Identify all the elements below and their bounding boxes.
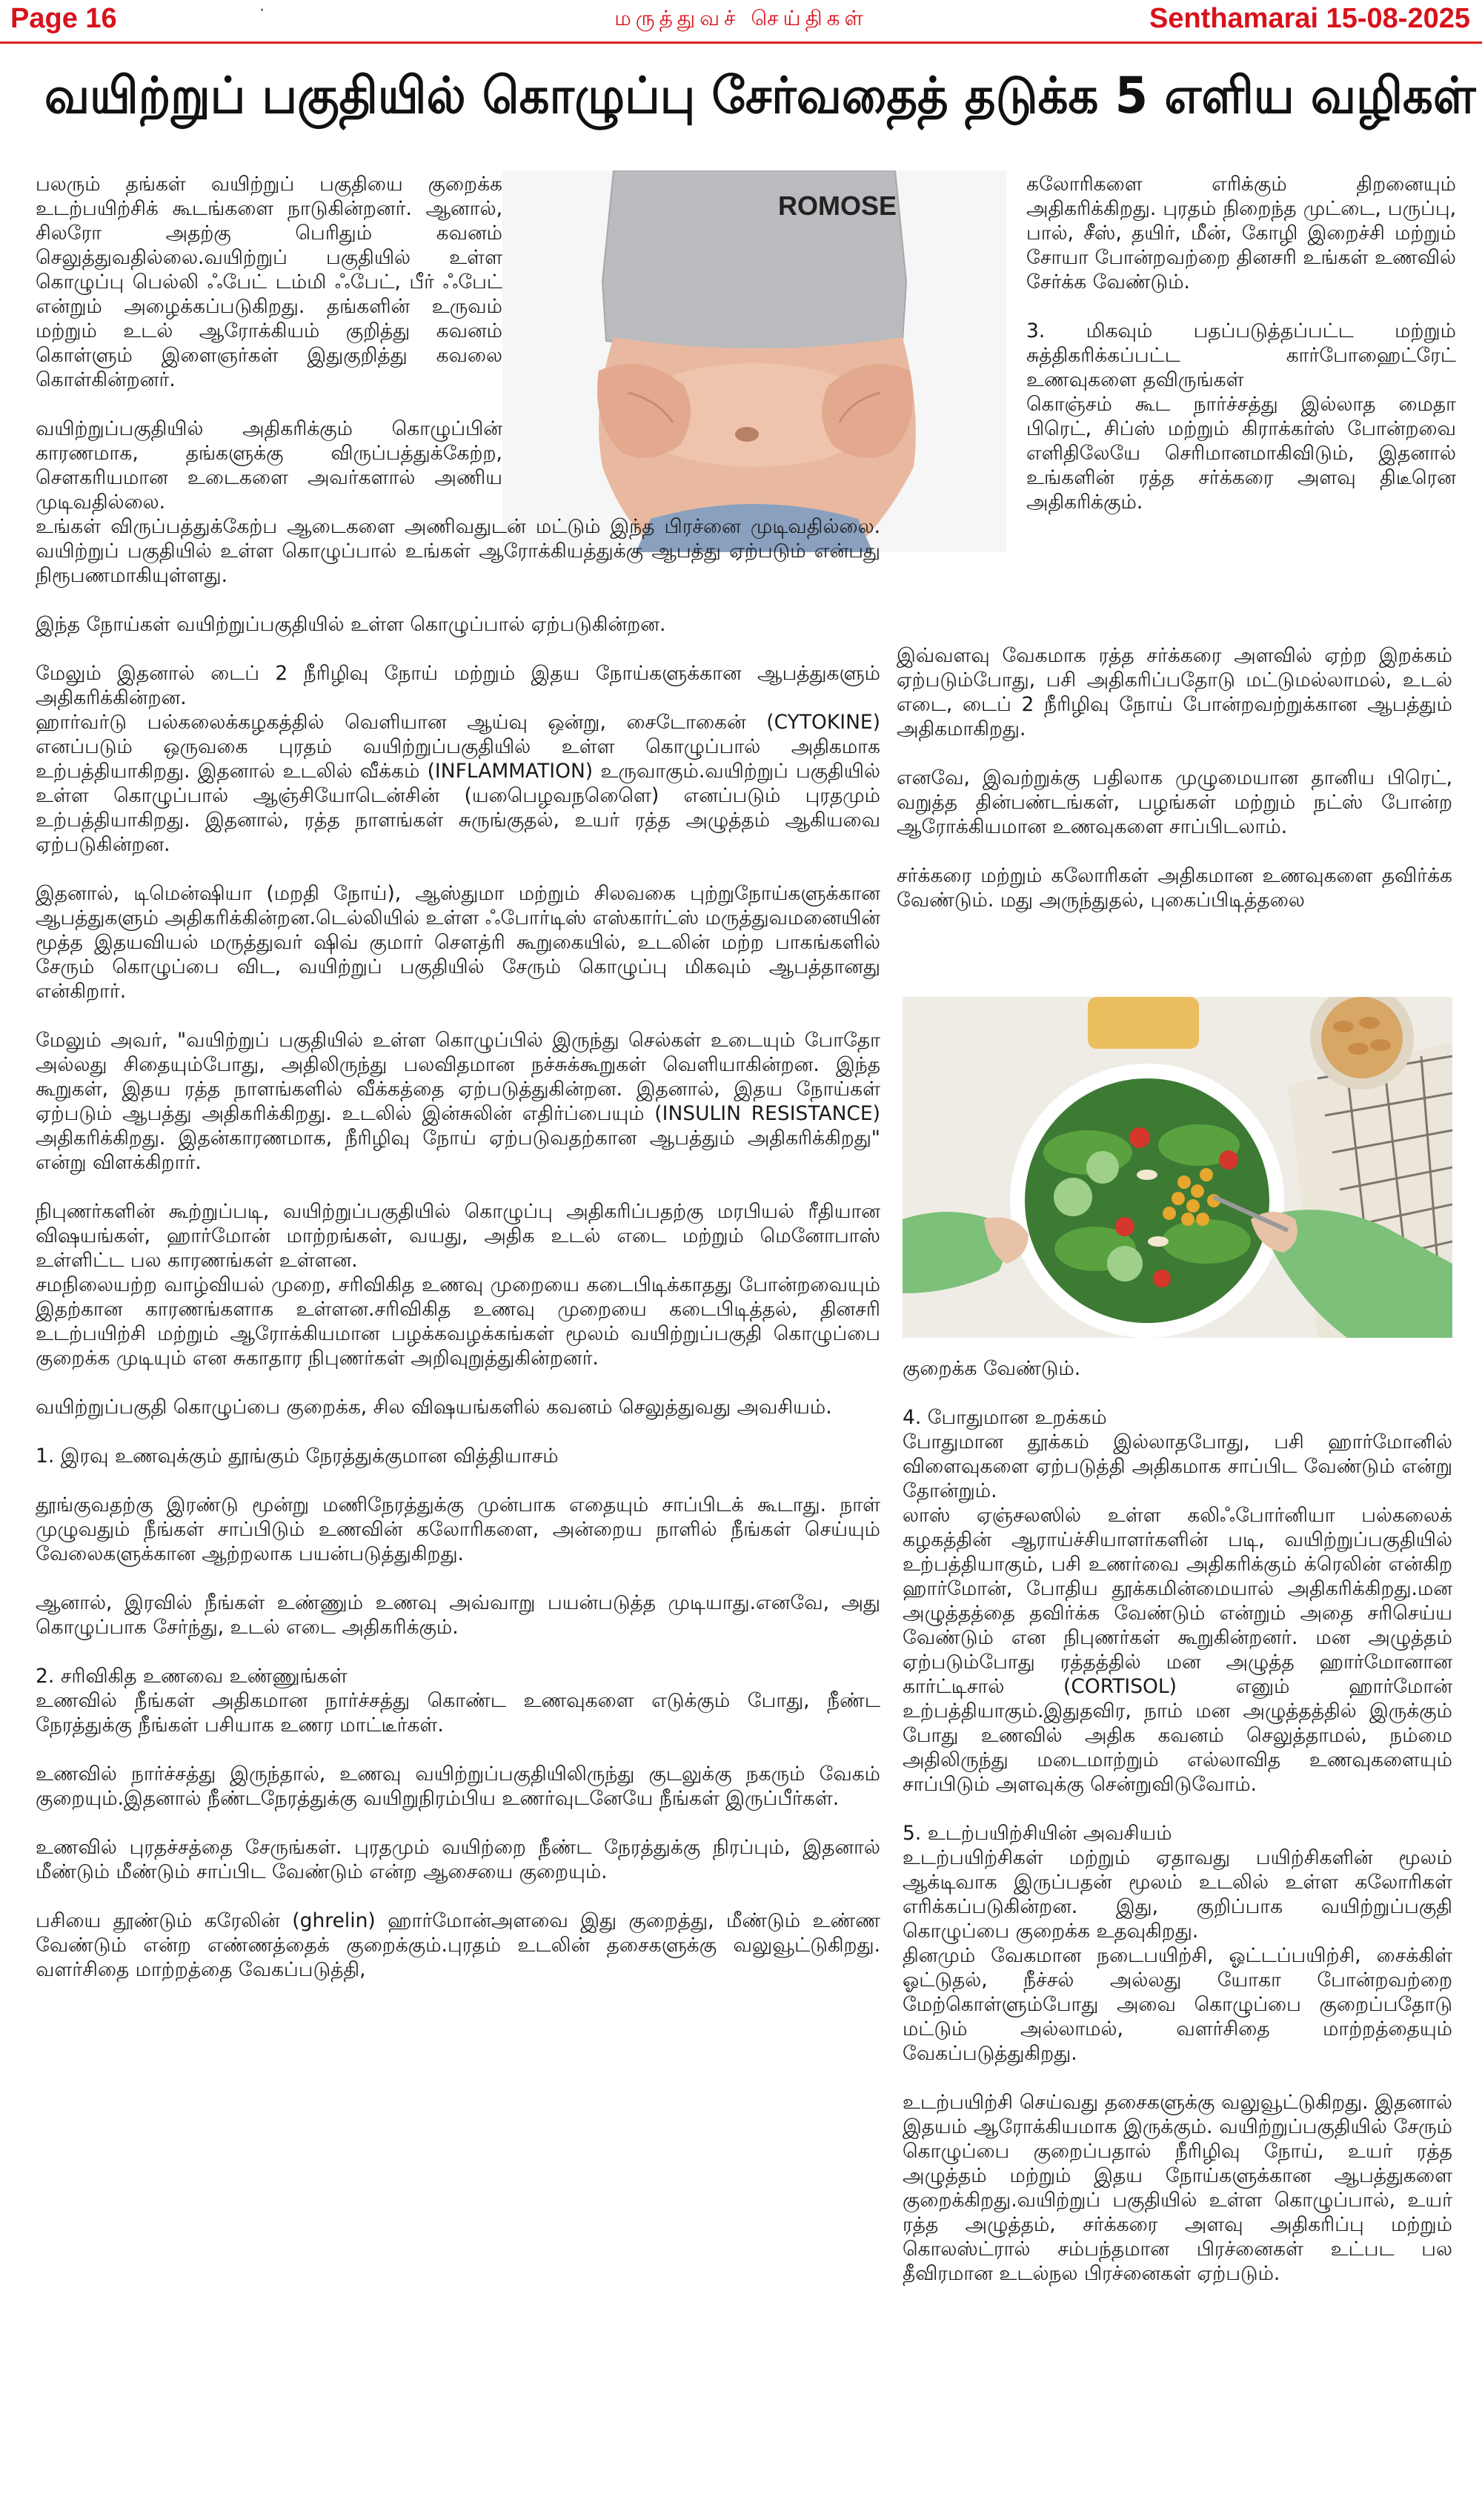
article-column-right-top [1026, 172, 1456, 539]
paragraph: வயிற்றுப்பகுதியில் அதிகரிக்கும் கொழுப்பின் காரணமாக, தங்களுக்கு விருப்பத்துக்கேற்ற, சௌகரியமான உடைகளை அவர்களால் அணிய முடிவதில்லை. [36, 417, 502, 514]
paragraph: எனவே, இவற்றுக்கு பதிலாக முழுமையான தானிய பிரெட், வறுத்த தின்பண்டங்கள், பழங்கள் மற்றும் நட்ஸ் போன்ற ஆரோக்கியமான உணவுகளை சாப்பிடலாம். [897, 766, 1452, 838]
paragraph: சமநிலையற்ற வாழ்வியல் முறை, சரிவிகித உணவு முறையை கடைபிடிக்காதது போன்றவையும் இதற்கான காரணங்களாக உள்ளன.சரிவிகித உணவு முறையை கடைபிடித்தல், தினசரி உடற்பயிற்சி மற்றும் ஆரோக்கியமான பழக்கவழக்கங்கள் மூலம் வயிற்றுப்பகுதி கொழுப்பை குறைக்க முடியும் என சுகாதார நிபுணர்கள் அறிவுறுத்துகின்றனர். [36, 1273, 880, 1370]
subheading: 1. இரவு உணவுக்கும் தூங்கும் நேரத்துக்குமான வித்தியாசம் [36, 1445, 559, 1468]
paragraph: போதுமான தூக்கம் இல்லாதபோது, பசி ஹார்மோனில் விளைவுகளை ஏற்படுத்தி அதிகமாக சாப்பிட வேண்டும் என்று தோன்றும். [903, 1430, 1452, 1502]
subheading: 5. உடற்பயிற்சியின் அவசியம் [903, 1822, 1172, 1845]
paragraph: நிபுணர்களின் கூற்றுப்படி, வயிற்றுப்பகுதியில் கொழுப்பு அதிகரிப்பதற்கு மரபியல் ரீதியான விஷயங்கள், ஹார்மோன் மாற்றங்கள், வயது, அதிக உடல் எடை மற்றும் மெனோபாஸ் உள்ளிட்ட பல காரணங்கள் உள்ளன. [36, 1200, 880, 1272]
article-column-left [36, 172, 880, 2006]
paragraph: தினமும் வேகமான நடைபயிற்சி, ஓட்டப்பயிற்சி, சைக்கிள் ஓட்டுதல், நீச்சல் அல்லது யோகா போன்றவற்றை மேற்கொள்ளும்போது அவை கொழுப்பை குறைப்பதோடு மட்டும் அல்லாமல், வளர்சிதை மாற்றத்தையும் வேகப்படுத்துகிறது. [903, 1944, 1452, 2065]
paragraph: உணவில் நீங்கள் அதிகமான நார்ச்சத்து கொண்ட உணவுகளை எடுக்கும் போது, நீண்ட நேரத்துக்கு நீங்கள் பசியாக உணர மாட்டீர்கள். [36, 1689, 880, 1737]
paragraph: இவ்வளவு வேகமாக ரத்த சர்க்கரை அளவில் ஏற்ற இறக்கம் ஏற்படும்போது, பசி அதிகரிப்பதோடு மட்டுமல்லாமல், உடல் எடை, டைப் 2 நீரிழிவு நோய் போன்றவற்றுக்கான ஆபத்தும் அதிகமாகிறது. [897, 644, 1452, 740]
paragraph: பசியை தூண்டும் கரேலின் (ghrelin) ஹார்மோன்அளவை இது குறைத்து, மீண்டும் உண்ண வேண்டும் என்ற எண்ணத்தைக் குறைக்கும்.புரதம் உடலின் தசைகளுக்கு வலுவூட்டுகிறது. வளர்சிதை மாற்றத்தை வேகப்படுத்தி, [36, 1909, 880, 1981]
paragraph: உடற்பயிற்சி செய்வது தசைகளுக்கு வலுவூட்டுகிறது. இதனால் இதயம் ஆரோக்கியமாக இருக்கும். வயிற்றுப்பகுதியில் சேரும் கொழுப்பை குறைப்பதால் நீரிழிவு நோய், உயர் ரத்த அழுத்தம் மற்றும் இதய நோய்களுக்கான ஆபத்துகளை குறைக்கிறது.வயிற்றுப் பகுதியில் உள்ள கொழுப்பால், உயர் ரத்த அழுத்தம், சர்க்கரை அளவு அதிகரிப்பு மற்றும் கொலஸ்ட்ரால் சம்பந்தமான பிரச்னைகள் உட்பட பல தீவிரமான உடல்நல பிரச்னைகள் ஏற்படும். [903, 2091, 1452, 2285]
masthead [0, 0, 1482, 44]
edition-date: Senthamarai 15-08-2025 [1149, 3, 1470, 34]
salad-bowl-photo [903, 997, 1452, 1338]
paragraph: மேலும் இதனால் டைப் 2 நீரிழிவு நோய் மற்றும் இதய நோய்களுக்கான ஆபத்துகளும் அதிகரிக்கின்றன. [36, 662, 880, 709]
paragraph: உணவில் புரதச்சத்தை சேருங்கள். புரதமும் வயிற்றை நீண்ட நேரத்துக்கு நிரப்பும், இதனால் மீண்டும் மீண்டும் சாப்பிட வேண்டும் என்ற ஆசையை குறையும். [36, 1836, 880, 1883]
salad-bowl-illustration [903, 997, 1452, 1338]
paragraph: ஹார்வர்டு பல்கலைக்கழகத்தில் வெளியான ஆய்வு ஒன்று, சைடோகைன் (CYTOKINE) எனப்படும் ஒருவகை புரதம் வயிற்றுப்பகுதியில் உள்ள கொழுப்பால் அதிகமாக உற்பத்தியாகிறது. இதனால் உடலில் வீக்கம் (INFLAMMATION) உருவாகும்.வயிற்றுப் பகுதியில் உள்ள கொழுப்பால் ஆஞ்சியோடென்சின் (யபெைழவநளெைெ) எனப்படும் புரதமும் உற்பத்தியாகிறது. இதனால், ரத்த நாளங்கள் சுருங்குதல், உயர் ரத்த அழுத்தம் ஆகியவை ஏற்படுகின்றன. [36, 711, 880, 856]
page-number: Page 16 [10, 3, 117, 34]
paragraph: மேலும் அவர், "வயிற்றுப் பகுதியில் உள்ள கொழுப்பில் இருந்து செல்கள் உடையும் போதோ அல்லது சிதையும்போது, அதிலிருந்து பலவிதமான நச்சுக்கூறுகள் வெளியாகின்றன. இந்த கூறுகள், இதய ரத்த நாளங்களில் வீக்கத்தை ஏற்படுத்துகின்றன. இதனால், இதய நோய்கள் ஏற்படும் ஆபத்து அதிகரிக்கிறது. உடலில் இன்சுலின் எதிர்ப்பையும் (INSULIN RESISTANCE) அதிகரிக்கிறது. இதன்காரணமாக, நீரிழிவு நோய் ஏற்படுவதற்கான ஆபத்தும் அதிகரிக்கிறது" என்று விளக்கிறார். [36, 1029, 880, 1174]
article-column-right-bottom [903, 1356, 1452, 2310]
article-headline: வயிற்றுப் பகுதியில் கொழுப்பு சேர்வதைத் தடுக்க 5 எளிய வழிகள் [44, 67, 1476, 125]
paragraph: குறைக்க வேண்டும். [903, 1357, 1081, 1380]
paragraph: பலரும் தங்கள் வயிற்றுப் பகுதியை குறைக்க உடற்பயிற்சிக் கூடங்களை நாடுகின்றனர். ஆனால், சிலரோ அதற்கு பெரிதும் கவனம் செலுத்துவதில்லை.வயிற்றுப் பகுதியில் உள்ள கொழுப்பு பெல்லி ஃபேட் டம்மி ஃபேட், பீர் ஃபேட் என்றும் அழைக்கப்படுகிறது. தங்களின் உருவம் மற்றும் உடல் ஆரோக்கியம் குறித்து கவனம் கொள்ளும் இளைஞர்கள் இதுகுறித்து கவலை கொள்கின்றனர். [36, 173, 502, 391]
paragraph: உங்கள் விருப்பத்துக்கேற்ப ஆடைகளை அணிவதுடன் மட்டும் இந்த பிரச்னை முடிவதில்லை. வயிற்றுப் பகுதியில் உள்ள கொழுப்பால் உங்கள் ஆரோக்கியத்துக்கு ஆபத்து ஏற்படும் என்பது நிரூபணமாகியுள்ளது. [36, 515, 880, 587]
paragraph: சர்க்கரை மற்றும் கலோரிகள் அதிகமான உணவுகளை தவிர்க்க வேண்டும். மது அருந்துதல், புகைப்பிடித்தலை [897, 864, 1452, 912]
subheading: 4. போதுமான உறக்கம் [903, 1406, 1107, 1429]
paragraph: கலோரிகளை எரிக்கும் திறனையும் அதிகரிக்கிறது. புரதம் நிறைந்த முட்டை, பருப்பு, பால், சீஸ், தயிர், மீன், கோழி இறைச்சி மற்றும் சோயா போன்றவற்றை தினசரி உங்கள் உணவில் சேர்க்க வேண்டும். [1026, 173, 1456, 294]
paragraph: ஆனால், இரவில் நீங்கள் உண்ணும் உணவு அவ்வாறு பயன்படுத்த முடியாது.எனவே, அது கொழுப்பாக சேர்ந்து, உடல் எடை அதிகரிக்கும். [36, 1591, 880, 1639]
paragraph: இந்த நோய்கள் வயிற்றுப்பகுதியில் உள்ள கொழுப்பால் ஏற்படுகின்றன. [36, 613, 666, 636]
section-name: மருத்துவச் செய்திகள் [614, 6, 868, 30]
paragraph: வயிற்றுப்பகுதி கொழுப்பை குறைக்க, சில விஷயங்களில் கவனம் செலுத்துவது அவசியம். [36, 1396, 832, 1419]
paragraph: லாஸ் ஏஞ்சலஸில் உள்ள கலிஃபோர்னியா பல்கலைக் கழகத்தின் ஆராய்ச்சியாளர்களின் படி, வயிற்றுப்பகுதியில் உற்பத்தியாகும், பசி உணர்வை அதிகரிக்கும் க்ரெலின் என்கிற ஹார்மோன், போதிய தூக்கமின்மையால் அதிகரிக்கிறது.மன அழுத்தத்தை தவிர்க்க வேண்டும் என்றும் அதை சரிசெய்ய வேண்டும் என நிபுணர்கள் கூறுகின்றனர். மன அழுத்தம் ஏற்படும்போது ரத்தத்தில் மன அழுத்த ஹார்மோனான கார்ட்டிசால் (CORTISOL) எனும் ஹார்மோன் உற்பத்தியாகும்.இதுதவிர, நாம் மன அழுத்தத்தில் இருக்கும் போது உணவில் அதிக கவனம் செலுத்தாமல், நம்மை அதிலிருந்து மடைமாற்றும் எல்லாவித உணவுகளையும் சாப்பிடும் அளவுக்கு சென்றுவிடுவோம். [903, 1504, 1452, 1796]
paragraph: கொஞ்சம் கூட நார்ச்சத்து இல்லாத மைதா பிரெட், சிப்ஸ் மற்றும் கிராக்கர்ஸ் போன்றவை எளிதிலேயே செரிமானமாகிவிடும், இதனால் உங்களின் ரத்த சர்க்கரை அளவு திடீரென அதிகரிக்கும். [1026, 393, 1456, 514]
paragraph: உடற்பயிற்சிகள் மற்றும் ஏதாவது பயிற்சிகளின் மூலம் ஆக்டிவாக இருப்பதன் மூலம் உடலில் உள்ள கலோரிகள் எரிக்கப்படுகின்றன. இது, குறிப்பாக வயிற்றுப்பகுதி கொழுப்பை குறைக்க உதவுகிறது. [903, 1846, 1452, 1943]
subheading: 3. மிகவும் பதப்படுத்தப்பட்ட மற்றும் சுத்திகரிக்கப்பட்ட கார்போஹைட்ரேட் உணவுகளை தவிருங்கள் [1026, 319, 1456, 391]
masthead-dot: · [259, 1, 265, 20]
paragraph: உணவில் நார்ச்சத்து இருந்தால், உணவு வயிற்றுப்பகுதியிலிருந்து குடலுக்கு நகரும் வேகம் குறையும்.இதனால் நீண்டநேரத்துக்கு வயிறுநிரம்பிய உணர்வுடனேயே நீங்கள் இருப்பீர்கள். [36, 1763, 880, 1810]
paragraph: இதனால், டிமென்ஷியா (மறதி நோய்), ஆஸ்துமா மற்றும் சிலவகை புற்றுநோய்களுக்கான ஆபத்துகளும் அதிகரிக்கின்றன.டெல்லியில் உள்ள ஃபோர்டிஸ் எஸ்கார்ட்ஸ் மருத்துவமனையின் மூத்த இதயவியல் மருத்துவர் ஷிவ் குமார் சௌத்ரி கூறுகையில், உடலின் மற்ற பாகங்களில் சேரும் கொழுப்பை விட, வயிற்றுப் பகுதியில் சேரும் கொழுப்பு மிகவும் ஆபத்தானது என்கிறார். [36, 882, 880, 1003]
article-column-right-middle [897, 643, 1452, 937]
paragraph: தூங்குவதற்கு இரண்டு மூன்று மணிநேரத்துக்கு முன்பாக எதையும் சாப்பிடக் கூடாது. நாள் முழுவதும் நீங்கள் சாப்பிடும் உணவின் கலோரிகளை, அன்றைய நாளில் நீங்கள் செய்யும் வேலைகளுக்கான ஆற்றலாக பயன்படுத்துகிறது. [36, 1493, 880, 1565]
shirt-print: ROMOSE [778, 190, 897, 221]
subheading: 2. சரிவிகித உணவை உண்ணுங்கள் [36, 1665, 348, 1688]
